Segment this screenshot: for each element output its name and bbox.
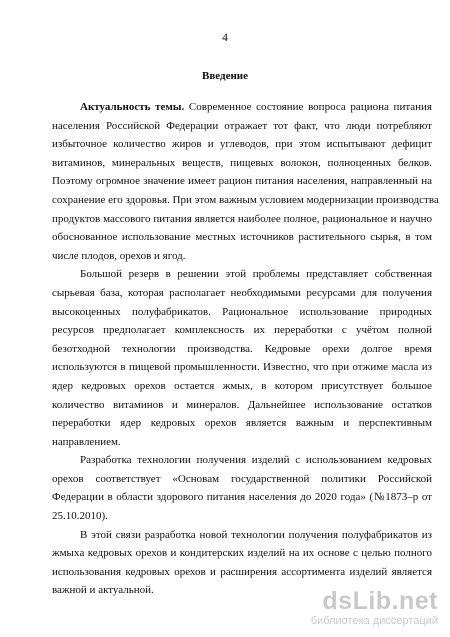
text-line: переработки ядер кедровых орехов является важным и перспективным [52,417,432,430]
text-line: Поэтому огромное значение имеет рацион питания населения, направленный на [52,175,432,188]
bold-lead: Актуальность темы. [80,101,185,113]
text-line: 25.10.2010). [52,510,108,523]
text-line: В этой связи разработка новой технологии получения полуфабрикатов из [80,528,432,541]
paragraph-resources [52,265,432,451]
text-line: числе плодов, орехов и ягод. [52,249,186,262]
text-line: ядер кедровых орехов остается жмых, в котором присутствует большое [52,379,432,392]
text-line: высокоценных полуфабрикатов. Рациональное использование природных [52,305,432,318]
paragraph-relevance [52,98,439,265]
text-line: ресурсов предполагает комплексность их переработки с учётом полной [52,324,432,337]
watermark-brand: dsLib.net [322,587,438,615]
watermark-subtitle: библиотека диссертаций [310,615,438,627]
text-line: направлением. [52,435,121,448]
text-line: сохранение его здоровья. При этом важным условием модернизации производства [52,193,439,206]
text-line: жмыхa кедровых орехов и кондитерских изделий на их основе с целью полного [52,547,432,560]
paragraph-policy [52,451,432,525]
page-number: 4 [222,32,228,44]
text-span: Современное состояние вопроса рациона питания [184,101,432,113]
text-line: используются в пищевой промышленности. Известно, что при отжиме масла из [52,361,432,374]
text-line: населения Российской Федерации отражает тот факт, что люди потребляют [52,119,432,132]
text-line: Разработка технологии получения изделий с использованием кедровых [80,454,432,467]
text-line: обоснованное использование местных источников растительного сырья, в том [52,231,432,244]
text-line: безотходной технологии производства. Кедровые орехи долгое время [52,342,432,355]
text-line: орехов соответствует «Основам государственной политики Российской [52,472,432,485]
watermark [278,587,438,631]
section-title: Введение [201,70,249,82]
text-line: витаминов, минеральных веществ, пищевых волокон, полноценных белков. [52,156,432,169]
text-line: продуктов массового питания является наиболее полное, рациональное и научно [52,212,432,225]
text-line: избыточное количество жиров и углеводов, при этом испытывают дефицит [52,138,432,151]
text-line: Федерации в области здорового питания населения до 2020 года» (№1873–р от [52,491,432,504]
text-line: количество витаминов и минералов. Дальнейшее использование остатков [52,398,432,411]
body-text [52,98,439,600]
text-line: Большой резерв в решении этой проблемы представляет собственная [80,268,432,281]
text-line: сырьевая база, которая располагает необходимыми ресурсами для получения [52,286,432,299]
text-line: использования кедровых орехов и расширения ассортимента изделий является [52,565,432,578]
text-line: важной и актуальной. [52,584,154,597]
text-line [52,98,432,117]
